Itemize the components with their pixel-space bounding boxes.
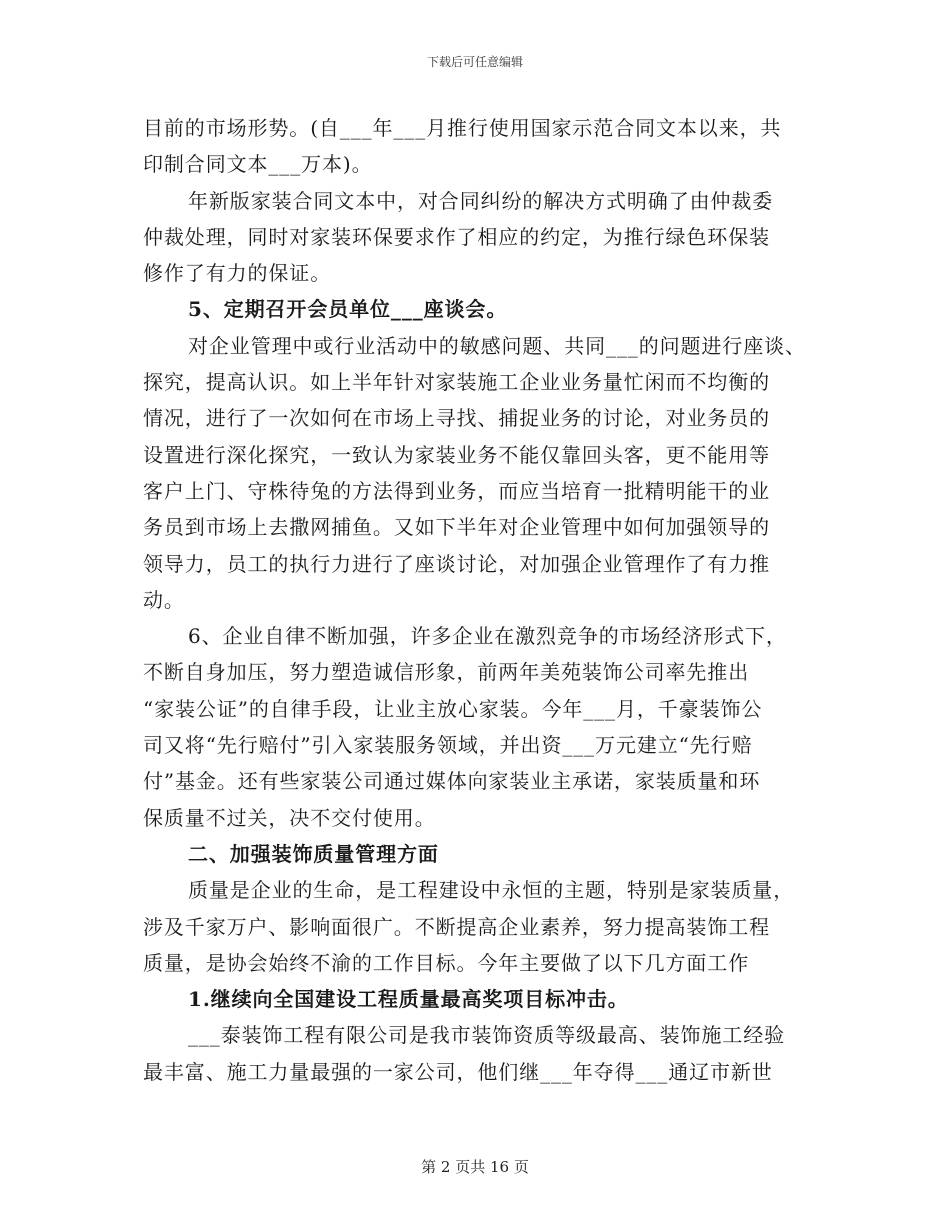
text-line: 目前的市场形势。(自___年___月推行使用国家示范合同文本以来，共 [143, 116, 782, 140]
text-line: 年新版家装合同文本中，对合同纠纷的解决方式明确了由仲裁委 [188, 188, 774, 213]
text-line: 客户上门、守株待兔的方法得到业务，而应当培育一批精明能干的业 [143, 478, 770, 503]
section-heading: 二、加强装饰质量管理方面 [188, 841, 439, 866]
text-line: 不断自身加压，努力塑造诚信形象，前两年美苑装饰公司率先推出 [143, 660, 750, 685]
section-heading: 5、定期召开会员单位___座谈会。 [188, 297, 508, 322]
text-line: 修作了有力的保证。 [143, 261, 332, 286]
text-line: 探究，提高认识。如上半年针对家装施工企业业务量忙闲而不均衡的 [143, 370, 770, 395]
text-line: 质量是企业的生命，是工程建设中永恒的主题，特别是家装质量， [188, 878, 795, 903]
text-line: 务员到市场上去撒网捕鱼。又如下半年对企业管理中如何加强领导的 [143, 515, 770, 540]
page-footer: 第 2 页共 16 页 [421, 1158, 529, 1176]
text-line: 设置进行深化探究，一致认为家装业务不能仅靠回头客，更不能用等 [143, 442, 770, 467]
text-line: 动。 [143, 587, 185, 612]
text-line: “家装公证”的自律手段，让业主放心家装。今年___月，千豪装饰公 [143, 696, 763, 721]
text-line: 仲裁处理，同时对家装环保要求作了相应的约定，为推行绿色环保装 [143, 224, 770, 249]
text-line: 最丰富、施工力量最强的一家公司，他们继___年夺得___通辽市新世 [143, 1059, 773, 1084]
text-line: 司又将“先行赔付”引入家装服务领域，并出资___万元建立“先行赔 [143, 733, 753, 758]
text-line: 对企业管理中或行业活动中的敏感问题、共同___的问题进行座谈、 [188, 333, 806, 358]
section-heading: 1.继续向全国建设工程质量最高奖项目标冲击。 [188, 987, 629, 1012]
text-line: 质量，是协会始终不渝的工作目标。今年主要做了以下几方面工作 [143, 950, 750, 975]
text-line: 6、企业自律不断加强，许多企业在激烈竞争的市场经济形式下， [188, 624, 787, 649]
text-line: 情况，进行了一次如何在市场上寻找、捕捉业务的讨论，对业务员的 [143, 406, 770, 431]
text-line: 领导力，员工的执行力进行了座谈讨论，对加强企业管理作了有力推 [143, 551, 770, 576]
text-line: 涉及千家万户、影响面很广。不断提高企业素养，努力提高装饰工程 [143, 914, 770, 939]
page-header: 下载后可任意编辑 [426, 55, 523, 69]
text-line: 保质量不过关，决不交付使用。 [143, 805, 436, 830]
text-line: 付”基金。还有些家装公司通过媒体向家装业主承诺，家装质量和环 [143, 769, 761, 794]
text-line: 印制合同文本___万本)。 [143, 152, 373, 177]
document-body [143, 110, 813, 1090]
text-line: ___泰装饰工程有限公司是我市装饰资质等级最高、装饰施工经验 [188, 1023, 785, 1048]
